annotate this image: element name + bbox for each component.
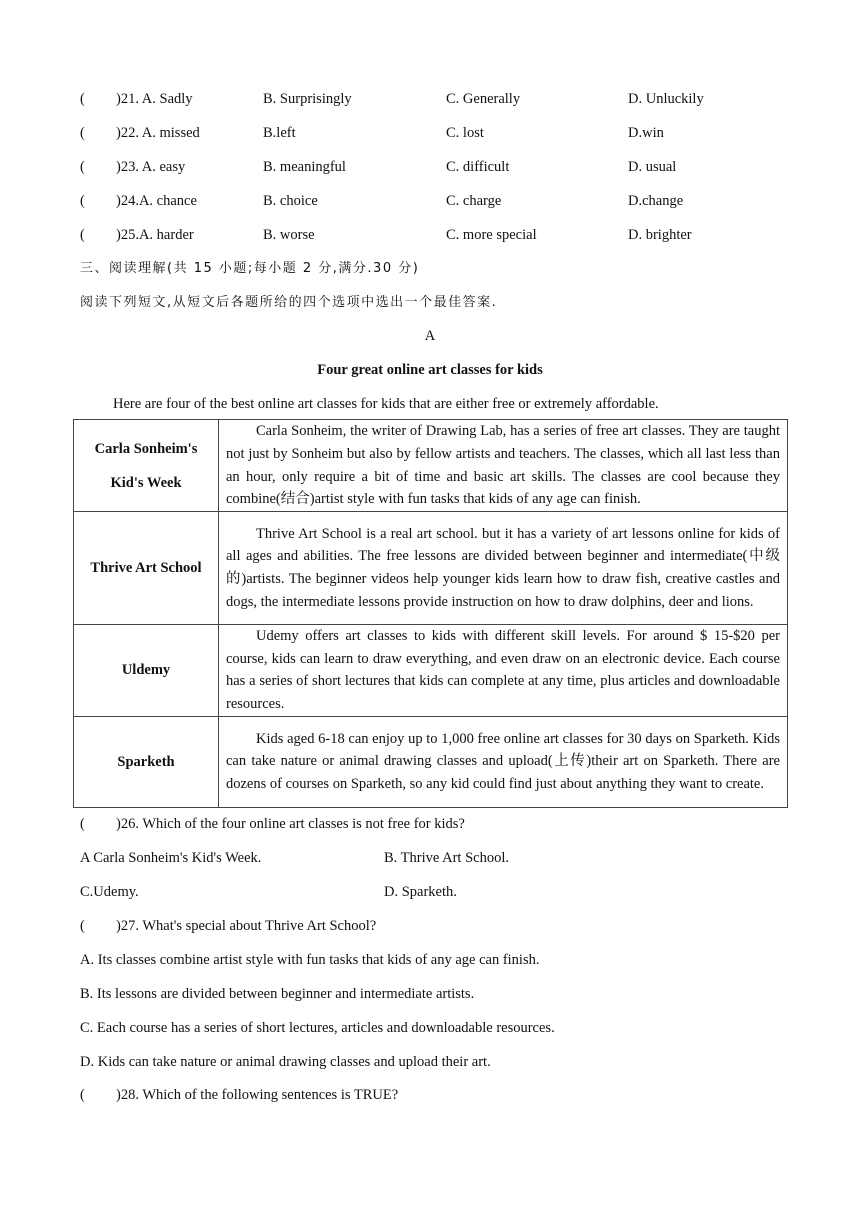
- class-description: Thrive Art School is a real art school. but it has a variety of art lessons online for kids of all ages and abilities. The free lessons are divided between beginner and intermediate(中级的)artists. The beginner videos help younger kids learn how to draw fish, creative castles and dogs, the intermediate lessons provide instruction on how to draw dolphins, deer and lions.: [226, 525, 780, 610]
- class-name-line: Uldemy: [121, 662, 171, 679]
- option-a: )21. A. Sadly: [116, 91, 193, 107]
- class-name-line: Sparketh: [117, 753, 175, 770]
- class-name-cell: [74, 625, 219, 717]
- option-a: A Carla Sonheim's Kid's Week.: [80, 850, 262, 866]
- passage-intro: Here are four of the best online art classes for kids that are either free or extremely affordable.: [113, 396, 659, 412]
- option-a: )24.A. chance: [116, 193, 197, 209]
- option-b: B. choice: [263, 193, 318, 209]
- table-row: [74, 716, 788, 807]
- option-b: B.left: [263, 125, 296, 141]
- option-b: B. Thrive Art School.: [384, 850, 509, 866]
- option-d: D. Kids can take nature or animal drawing classes and upload their art.: [80, 1054, 491, 1070]
- answer-paren: (: [80, 1087, 85, 1103]
- option-b: B. worse: [263, 227, 315, 243]
- answer-paren: (: [80, 91, 85, 107]
- option-c: C. Each course has a series of short lectures, articles and downloadable resources.: [80, 1020, 555, 1036]
- option-d: D. Unluckily: [628, 91, 704, 107]
- class-description: Udemy offers art classes to kids with different skill levels. For around $ 15-$20 per course, kids can learn to draw everything, and even draw on an electronic device. Each course has a series of short lectures that kids can complete at any time, plus articles and downloadable resources.: [226, 628, 780, 713]
- answer-paren: (: [80, 227, 85, 243]
- option-c: C. Generally: [446, 91, 521, 107]
- section-instruction: 阅读下列短文,从短文后各题所给的四个选项中选出一个最佳答案.: [80, 295, 498, 310]
- option-d: D.win: [628, 125, 664, 141]
- option-c: C. charge: [446, 193, 502, 209]
- answer-paren: (: [80, 816, 85, 832]
- class-description: Carla Sonheim, the writer of Drawing Lab, has a series of free art classes. They are taught not just by Sonheim but also by fellow artists and teachers. The classes, which all last less than an hour, only require a bit of time and basic art skills. The classes are cool because they combine(结合)artist style with fun tasks that kids of any age can finish.: [226, 423, 780, 508]
- table-row: [74, 512, 788, 625]
- option-b: B. Its lessons are divided between beginner and intermediate artists.: [80, 986, 475, 1002]
- table-row: [74, 420, 788, 512]
- class-name-cell: [74, 716, 219, 807]
- answer-paren: (: [80, 125, 85, 141]
- option-b: B. meaningful: [263, 159, 346, 175]
- option-c: C. difficult: [446, 159, 510, 175]
- class-name-cell: [74, 420, 219, 512]
- option-a: )23. A. easy: [116, 159, 186, 175]
- class-name-line: Carla Sonheim's: [94, 440, 198, 457]
- option-a: )25.A. harder: [116, 227, 194, 243]
- question-stem: )26. Which of the four online art classes is not free for kids?: [116, 816, 465, 832]
- answer-paren: (: [80, 918, 85, 934]
- passage-letter: A: [424, 328, 436, 344]
- question-stem: )27. What's special about Thrive Art School?: [116, 918, 377, 934]
- class-description-cell: [219, 716, 788, 807]
- option-c: C.Udemy.: [80, 884, 139, 900]
- section-heading: 三、阅读理解(共 15 小题;每小题 2 分,满分.30 分): [80, 261, 420, 276]
- class-description-cell: [219, 625, 788, 717]
- class-description: Kids aged 6-18 can enjoy up to 1,000 free online art classes for 30 days on Sparketh. Kids can take nature or animal drawing classes and upload(上传)their art on Sparketh. There are dozens of courses on Sparketh, so any kid could find just about anything they want to create.: [226, 730, 780, 793]
- table-row: [74, 625, 788, 717]
- class-name-line: Thrive Art School: [90, 560, 202, 576]
- option-a: )22. A. missed: [116, 125, 200, 141]
- option-c: C. lost: [446, 125, 484, 141]
- option-b: B. Surprisingly: [263, 91, 352, 107]
- option-a: A. Its classes combine artist style with fun tasks that kids of any age can finish.: [80, 952, 540, 968]
- option-d: D. Sparketh.: [384, 884, 457, 900]
- passage-title: Four great online art classes for kids: [317, 362, 543, 378]
- option-d: D.change: [628, 193, 684, 209]
- answer-paren: (: [80, 193, 85, 209]
- art-classes-table: [73, 419, 788, 808]
- class-description-cell: [219, 420, 788, 512]
- class-name-line: Kid's Week: [110, 474, 182, 491]
- option-d: D. usual: [628, 159, 677, 175]
- option-d: D. brighter: [628, 227, 692, 243]
- question-stem: )28. Which of the following sentences is TRUE?: [116, 1087, 399, 1103]
- class-name-cell: [74, 512, 219, 625]
- answer-paren: (: [80, 159, 85, 175]
- option-c: C. more special: [446, 227, 537, 243]
- class-description-cell: [219, 512, 788, 625]
